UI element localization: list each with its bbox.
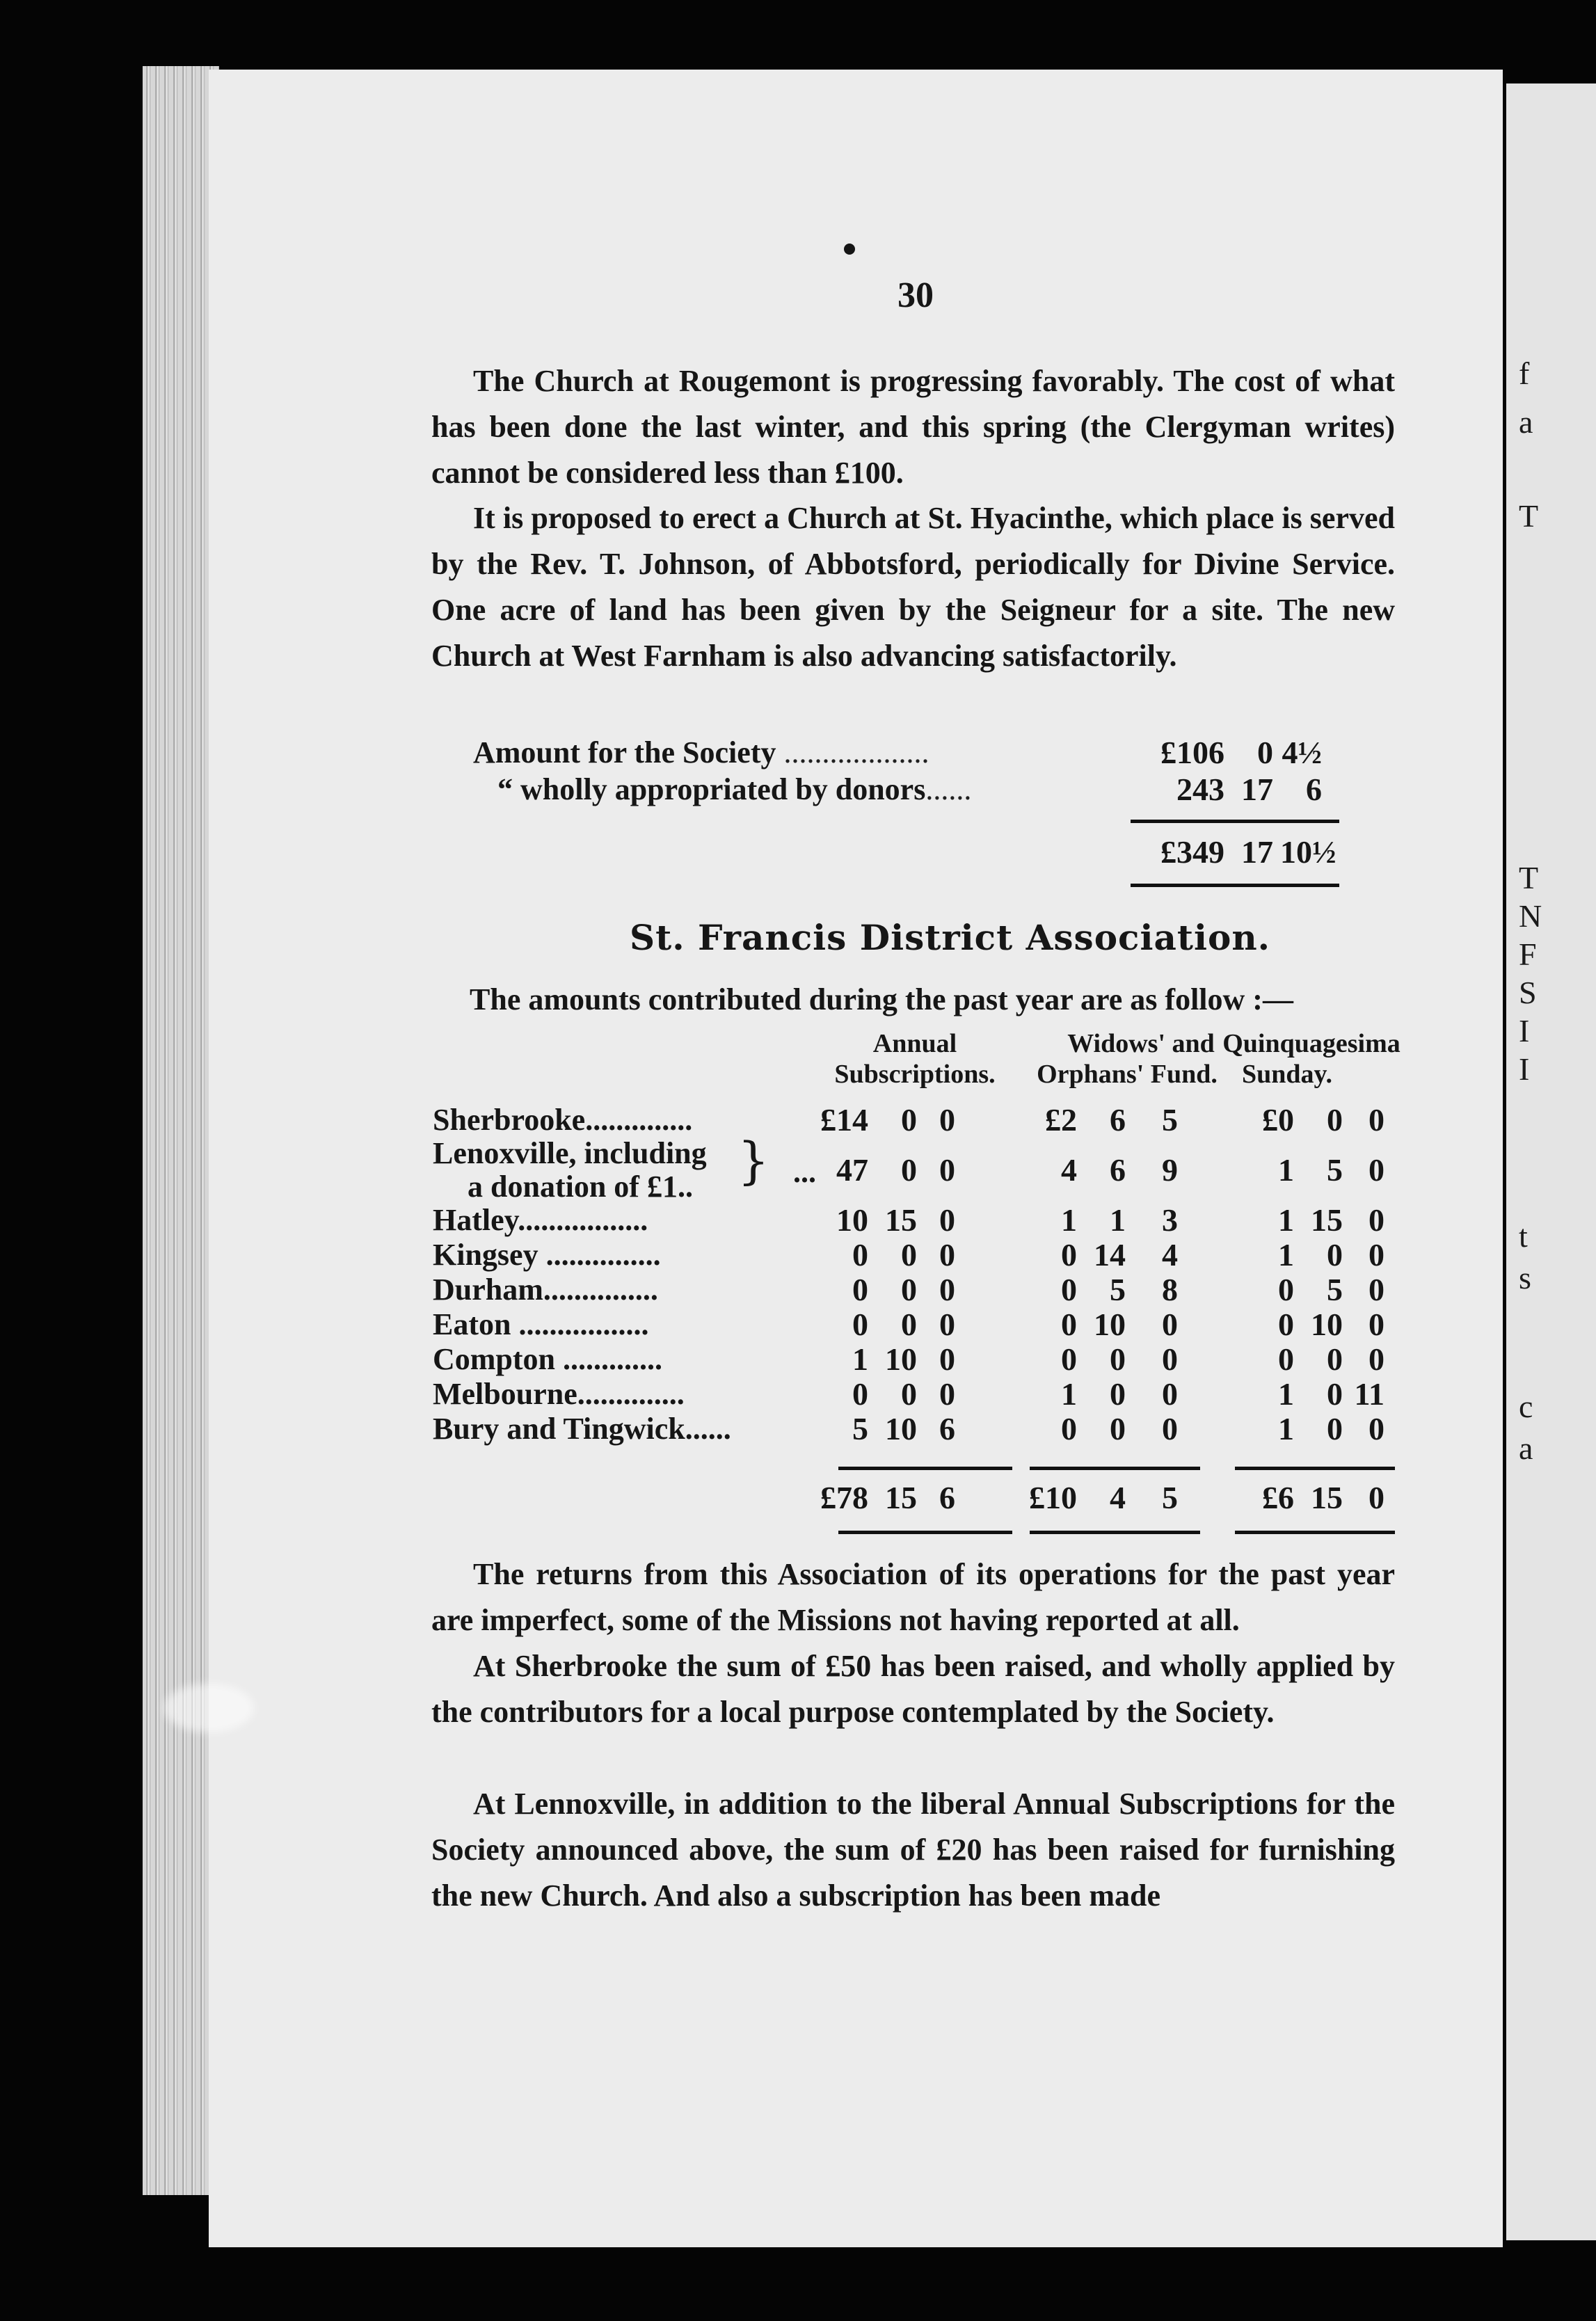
section-heading: St. Francis District Association. xyxy=(630,917,1271,958)
paragraph-returns: The returns from this Association of its operations for the past year are imperfect, some of the Missions not having reported at all. xyxy=(431,1557,1395,1637)
place-lenoxville-donation: a donation of £1.. xyxy=(468,1170,693,1204)
paragraph-lennoxville: At Lennoxville, in addition to the liberal Annual Subscriptions for the Society announced above, the sum of £20 has been raised for furnishing the new Church. And also a subscription has been made xyxy=(431,1787,1395,1913)
cell-annual-pence: 0 xyxy=(939,1237,955,1273)
quinq-total-rule xyxy=(1235,1531,1395,1534)
page-number: 30 xyxy=(897,276,934,315)
total-widows-shillings: 4 xyxy=(1110,1480,1126,1515)
amount-society-pounds: £106 xyxy=(1160,735,1224,770)
cell-widows-shillings: 6 xyxy=(1110,1102,1126,1138)
col-annual-line1: Annual xyxy=(872,1029,957,1058)
amount-total-shillings: 17 xyxy=(1241,834,1273,870)
place-lenoxville: Lenoxville, including xyxy=(433,1136,707,1170)
total-quinq-pounds: £6 xyxy=(1262,1480,1294,1515)
paragraph-st-hyacinthe: It is proposed to erect a Church at St. Hyacinthe, which place is served by the Rev. T. Johnson, of Abbotsford, periodically for Divine Service. One acre of land has been given by the Seigneur for a site. The new Church at West Farnham is also advancing satisfactorily. xyxy=(431,501,1395,673)
cell-quinq-shillings: 15 xyxy=(1311,1202,1343,1238)
cell-annual-pence: 0 xyxy=(939,1202,955,1238)
facing-page-fragment: a xyxy=(1519,1430,1533,1466)
cell-widows-pounds: £2 xyxy=(1045,1102,1077,1138)
total-annual-pence: 6 xyxy=(939,1480,955,1515)
amount-total-rule xyxy=(1131,884,1339,887)
cell-quinq-pounds: 1 xyxy=(1278,1237,1294,1273)
place-kingsey: Kingsey ............... xyxy=(433,1238,661,1272)
cell-quinq-pounds: 1 xyxy=(1278,1411,1294,1446)
cell-annual-pounds: £14 xyxy=(820,1102,868,1138)
amount-total-pounds: £349 xyxy=(1160,834,1224,870)
cell-widows-pence: 0 xyxy=(1162,1341,1178,1377)
cell-widows-pence: 9 xyxy=(1162,1152,1178,1188)
cell-annual-pence: 0 xyxy=(939,1272,955,1307)
cell-quinq-pence: 0 xyxy=(1368,1307,1384,1342)
cell-annual-shillings: 0 xyxy=(901,1272,917,1307)
cell-quinq-shillings: 0 xyxy=(1327,1411,1343,1446)
total-widows-pounds: £10 xyxy=(1029,1480,1077,1515)
widows-sum-rule xyxy=(1030,1467,1200,1470)
place-melbourne: Melbourne.............. xyxy=(433,1377,685,1411)
cell-annual-pounds: 0 xyxy=(852,1376,868,1412)
total-annual-shillings: 15 xyxy=(885,1480,917,1515)
col-annual-line2: Subscriptions. xyxy=(834,1060,996,1089)
cell-annual-shillings: 10 xyxy=(885,1341,917,1377)
total-annual-pounds: £78 xyxy=(820,1480,868,1515)
cell-annual-shillings: 0 xyxy=(901,1102,917,1138)
quinq-sum-rule xyxy=(1235,1467,1395,1470)
amount-donors-label: “ wholly appropriated by donors...... xyxy=(497,772,972,806)
place-sherbrooke: Sherbrooke.............. xyxy=(433,1103,693,1137)
place-compton: Compton ............. xyxy=(433,1342,663,1376)
cell-annual-pounds: 0 xyxy=(852,1307,868,1342)
cell-annual-shillings: 0 xyxy=(901,1376,917,1412)
cell-widows-shillings: 14 xyxy=(1094,1237,1126,1273)
cell-widows-pence: 0 xyxy=(1162,1411,1178,1446)
cell-quinq-pence: 0 xyxy=(1368,1272,1384,1307)
cell-annual-shillings: 15 xyxy=(885,1202,917,1238)
cell-widows-shillings: 6 xyxy=(1110,1152,1126,1188)
cell-widows-pence: 5 xyxy=(1162,1102,1178,1138)
cell-quinq-pounds: 0 xyxy=(1278,1272,1294,1307)
cell-widows-pence: 3 xyxy=(1162,1202,1178,1238)
facing-page-fragment: T xyxy=(1519,498,1539,534)
cell-annual-pounds: 5 xyxy=(852,1411,868,1446)
cell-quinq-shillings: 0 xyxy=(1327,1102,1343,1138)
cell-annual-pounds: 0 xyxy=(852,1272,868,1307)
cell-quinq-pounds: 1 xyxy=(1278,1152,1294,1188)
facing-page-fragment: t xyxy=(1519,1218,1528,1254)
cell-widows-pounds: 1 xyxy=(1061,1202,1077,1238)
cell-widows-shillings: 0 xyxy=(1110,1341,1126,1377)
facing-page-fragment: I xyxy=(1519,1013,1530,1048)
cell-widows-pence: 4 xyxy=(1162,1237,1178,1273)
amount-donors-pounds: 243 xyxy=(1176,772,1224,807)
amount-society-label: Amount for the Society ................... xyxy=(473,735,929,769)
cell-annual-pence: 0 xyxy=(939,1307,955,1342)
brace-symbol: } xyxy=(737,1131,769,1190)
cell-widows-pence: 8 xyxy=(1162,1272,1178,1307)
facing-page-fragment: F xyxy=(1519,936,1537,972)
cell-widows-pence: 0 xyxy=(1162,1376,1178,1412)
annual-total-rule xyxy=(838,1531,1012,1534)
facing-page-fragment: I xyxy=(1519,1051,1530,1087)
amount-total-pence: 10½ xyxy=(1280,834,1336,870)
cell-widows-pounds: 0 xyxy=(1061,1237,1077,1273)
cell-quinq-pence: 0 xyxy=(1368,1152,1384,1188)
cell-quinq-pence: 0 xyxy=(1368,1237,1384,1273)
cell-quinq-pence: 11 xyxy=(1354,1376,1384,1412)
cell-widows-shillings: 0 xyxy=(1110,1376,1126,1412)
cell-annual-pounds: 1 xyxy=(852,1341,868,1377)
facing-page-fragment: T xyxy=(1519,860,1539,895)
cell-quinq-pence: 0 xyxy=(1368,1202,1384,1238)
place-eaton: Eaton ................. xyxy=(433,1307,649,1341)
cell-widows-shillings: 5 xyxy=(1110,1272,1126,1307)
amount-society-shillings: 0 xyxy=(1257,735,1273,770)
cell-annual-shillings: 10 xyxy=(885,1411,917,1446)
cell-widows-shillings: 0 xyxy=(1110,1411,1126,1446)
cell-widows-pounds: 0 xyxy=(1061,1411,1077,1446)
facing-page-fragment: a xyxy=(1519,404,1533,440)
paragraph-sherbrooke: At Sherbrooke the sum of £50 has been raised, and wholly applied by the contributors for a local purpose contemplated by the Society. xyxy=(431,1649,1395,1729)
cell-annual-pounds: 10 xyxy=(836,1202,868,1238)
cell-annual-shillings: 0 xyxy=(901,1152,917,1188)
cell-widows-pounds: 0 xyxy=(1061,1341,1077,1377)
amount-society-pence: 4½ xyxy=(1282,735,1322,770)
cell-quinq-shillings: 5 xyxy=(1327,1272,1343,1307)
place-durham: Durham............... xyxy=(433,1273,658,1307)
cell-annual-shillings: 0 xyxy=(901,1237,917,1273)
facing-page-fragment: S xyxy=(1519,975,1537,1010)
total-quinq-pence: 0 xyxy=(1368,1480,1384,1515)
widows-total-rule xyxy=(1030,1531,1200,1534)
ink-dot xyxy=(844,244,855,255)
cell-quinq-shillings: 0 xyxy=(1327,1237,1343,1273)
amount-donors-shillings: 17 xyxy=(1241,772,1273,807)
cell-annual-pence: 0 xyxy=(939,1152,955,1188)
cell-quinq-pence: 0 xyxy=(1368,1341,1384,1377)
annual-sum-rule xyxy=(838,1467,1012,1470)
place-hatley: Hatley................. xyxy=(433,1203,648,1237)
col-quinq-line1: Quinquagesima xyxy=(1222,1029,1401,1058)
facing-page-fragment: f xyxy=(1519,356,1530,391)
book-page-edges xyxy=(143,66,219,2195)
total-widows-pence: 5 xyxy=(1162,1480,1178,1515)
facing-page-edge xyxy=(1506,83,1596,2240)
facing-page-fragment: c xyxy=(1519,1389,1533,1424)
cell-quinq-shillings: 5 xyxy=(1327,1152,1343,1188)
cell-annual-pence: 0 xyxy=(939,1102,955,1138)
cell-quinq-pounds: £0 xyxy=(1262,1102,1294,1138)
col-quinq-line2: Sunday. xyxy=(1242,1060,1332,1089)
amount-sum-rule xyxy=(1131,820,1339,823)
cell-annual-pounds: 0 xyxy=(852,1237,868,1273)
intro-line: The amounts contributed during the past year are as follow :— xyxy=(470,982,1293,1016)
cell-annual-pence: 0 xyxy=(939,1341,955,1377)
col-widows-line1: Widows' and xyxy=(1067,1029,1215,1058)
cell-quinq-pence: 0 xyxy=(1368,1102,1384,1138)
paragraph-rougemont: The Church at Rougemont is progressing favorably. The cost of what has been done the last winter, and this spring (the Clergyman writes) cannot be considered less than £100. xyxy=(431,364,1395,490)
total-quinq-shillings: 15 xyxy=(1311,1480,1343,1515)
col-widows-line2: Orphans' Fund. xyxy=(1037,1060,1218,1089)
cell-quinq-pounds: 0 xyxy=(1278,1307,1294,1342)
page-stain xyxy=(163,1684,254,1732)
cell-widows-pounds: 1 xyxy=(1061,1376,1077,1412)
cell-quinq-pounds: 0 xyxy=(1278,1341,1294,1377)
facing-page-fragment: s xyxy=(1519,1260,1531,1295)
cell-annual-pounds: 47 xyxy=(836,1152,868,1188)
cell-quinq-pounds: 1 xyxy=(1278,1202,1294,1238)
facing-page-fragment: N xyxy=(1519,898,1542,934)
cell-quinq-pence: 0 xyxy=(1368,1411,1384,1446)
cell-widows-pence: 0 xyxy=(1162,1307,1178,1342)
cell-annual-pence: 6 xyxy=(939,1411,955,1446)
cell-annual-shillings: 0 xyxy=(901,1307,917,1342)
cell-quinq-pounds: 1 xyxy=(1278,1376,1294,1412)
cell-widows-pounds: 4 xyxy=(1061,1152,1077,1188)
cell-annual-pence: 0 xyxy=(939,1376,955,1412)
place-bury-tingwick: Bury and Tingwick...... xyxy=(433,1412,731,1446)
cell-quinq-shillings: 10 xyxy=(1311,1307,1343,1342)
cell-widows-shillings: 1 xyxy=(1110,1202,1126,1238)
cell-widows-pounds: 0 xyxy=(1061,1272,1077,1307)
cell-widows-shillings: 10 xyxy=(1094,1307,1126,1342)
cell-quinq-shillings: 0 xyxy=(1327,1341,1343,1377)
cell-quinq-shillings: 0 xyxy=(1327,1376,1343,1412)
lenoxville-dots: ... xyxy=(793,1155,816,1189)
amount-donors-pence: 6 xyxy=(1306,772,1322,807)
cell-widows-pounds: 0 xyxy=(1061,1307,1077,1342)
